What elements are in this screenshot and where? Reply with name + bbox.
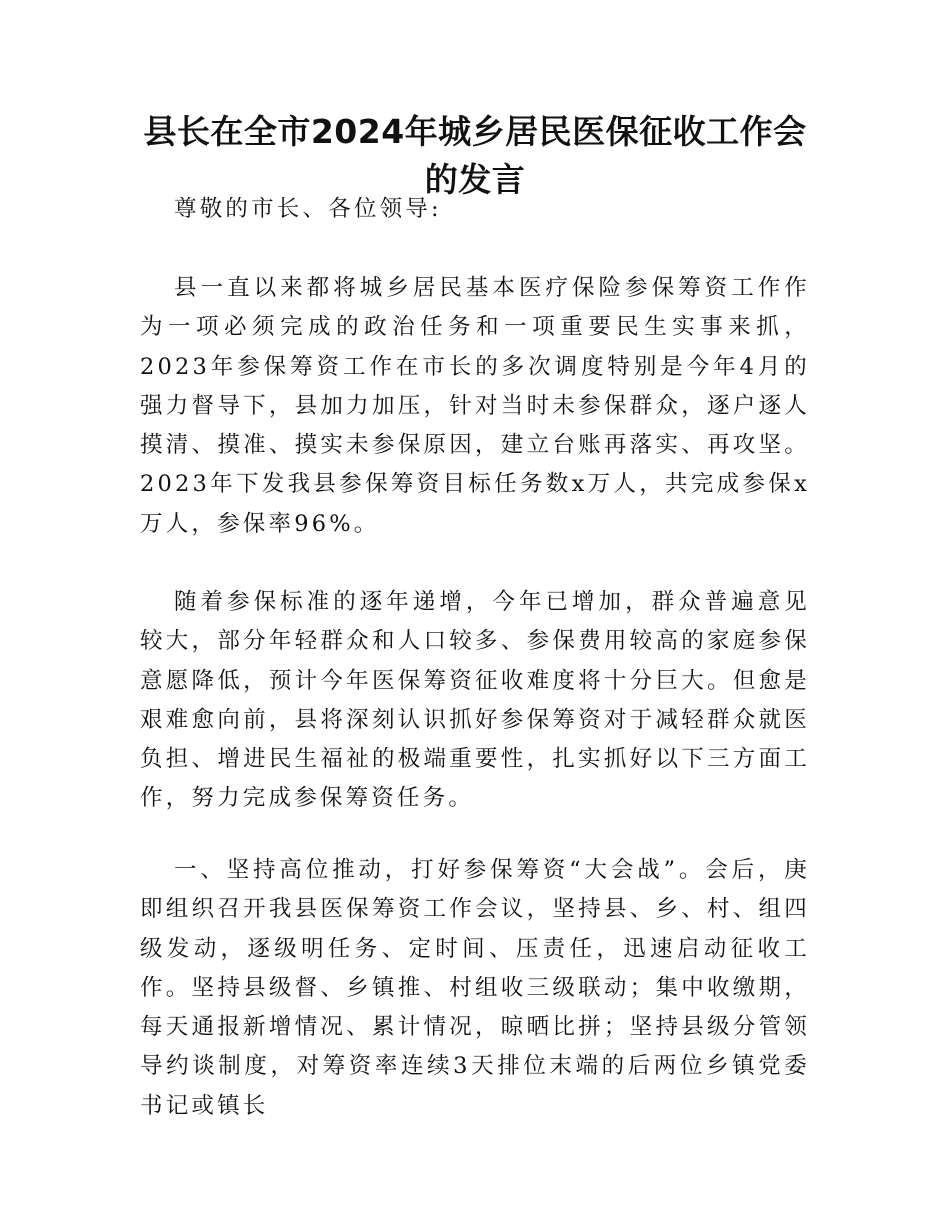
paragraph-1: 县一直以来都将城乡居民基本医疗保险参保筹资工作作为一项必须完成的政治任务和一项重要民生实事来抓，2023年参保筹资工作在市长的多次调度特别是今年4月的强力督导下，县加力加压，针对当时未参保群众，逐户逐人摸清、摸准、摸实未参保原因，建立台账再落实、再攻坚。2023年下发我县参保筹资目标任务数x万人，共完成参保x万人，参保率96%。 <box>140 275 810 537</box>
salutation: 尊敬的市长、各位领导: <box>174 196 442 222</box>
paragraph-2: 随着参保标准的逐年递增，今年已增加，群众普遍意见较大，部分年轻群众和人口较多、参保费用较高的家庭参保意愿降低，预计今年医保筹资征收难度将十分巨大。但愈是艰难愈向前，县将深刻认识抓好参保筹资对于减轻群众就医负担、增进民生福祉的极端重要性，扎实抓好以下三方面工作，努力完成参保筹资任务。 <box>140 589 810 812</box>
document-title: 县长在全市2024年城乡居民医保征收工作会的发言 <box>143 112 807 199</box>
paragraph-3: 一、坚持高位推动，打好参保筹资“大会战”。会后，庚即组织召开我县医保筹资工作会议，坚持县、乡、村、组四级发动，逐级明任务、定时间、压责任，迅速启动征收工作。坚持县级督、乡镇推、村组收三级联动；集中收缴期，每天通报新增情况、累计情况，晾晒比拼；坚持县级分管领导约谈制度，对筹资率连续3天排位末端的后两位乡镇党委书记或镇长 <box>140 857 810 1119</box>
